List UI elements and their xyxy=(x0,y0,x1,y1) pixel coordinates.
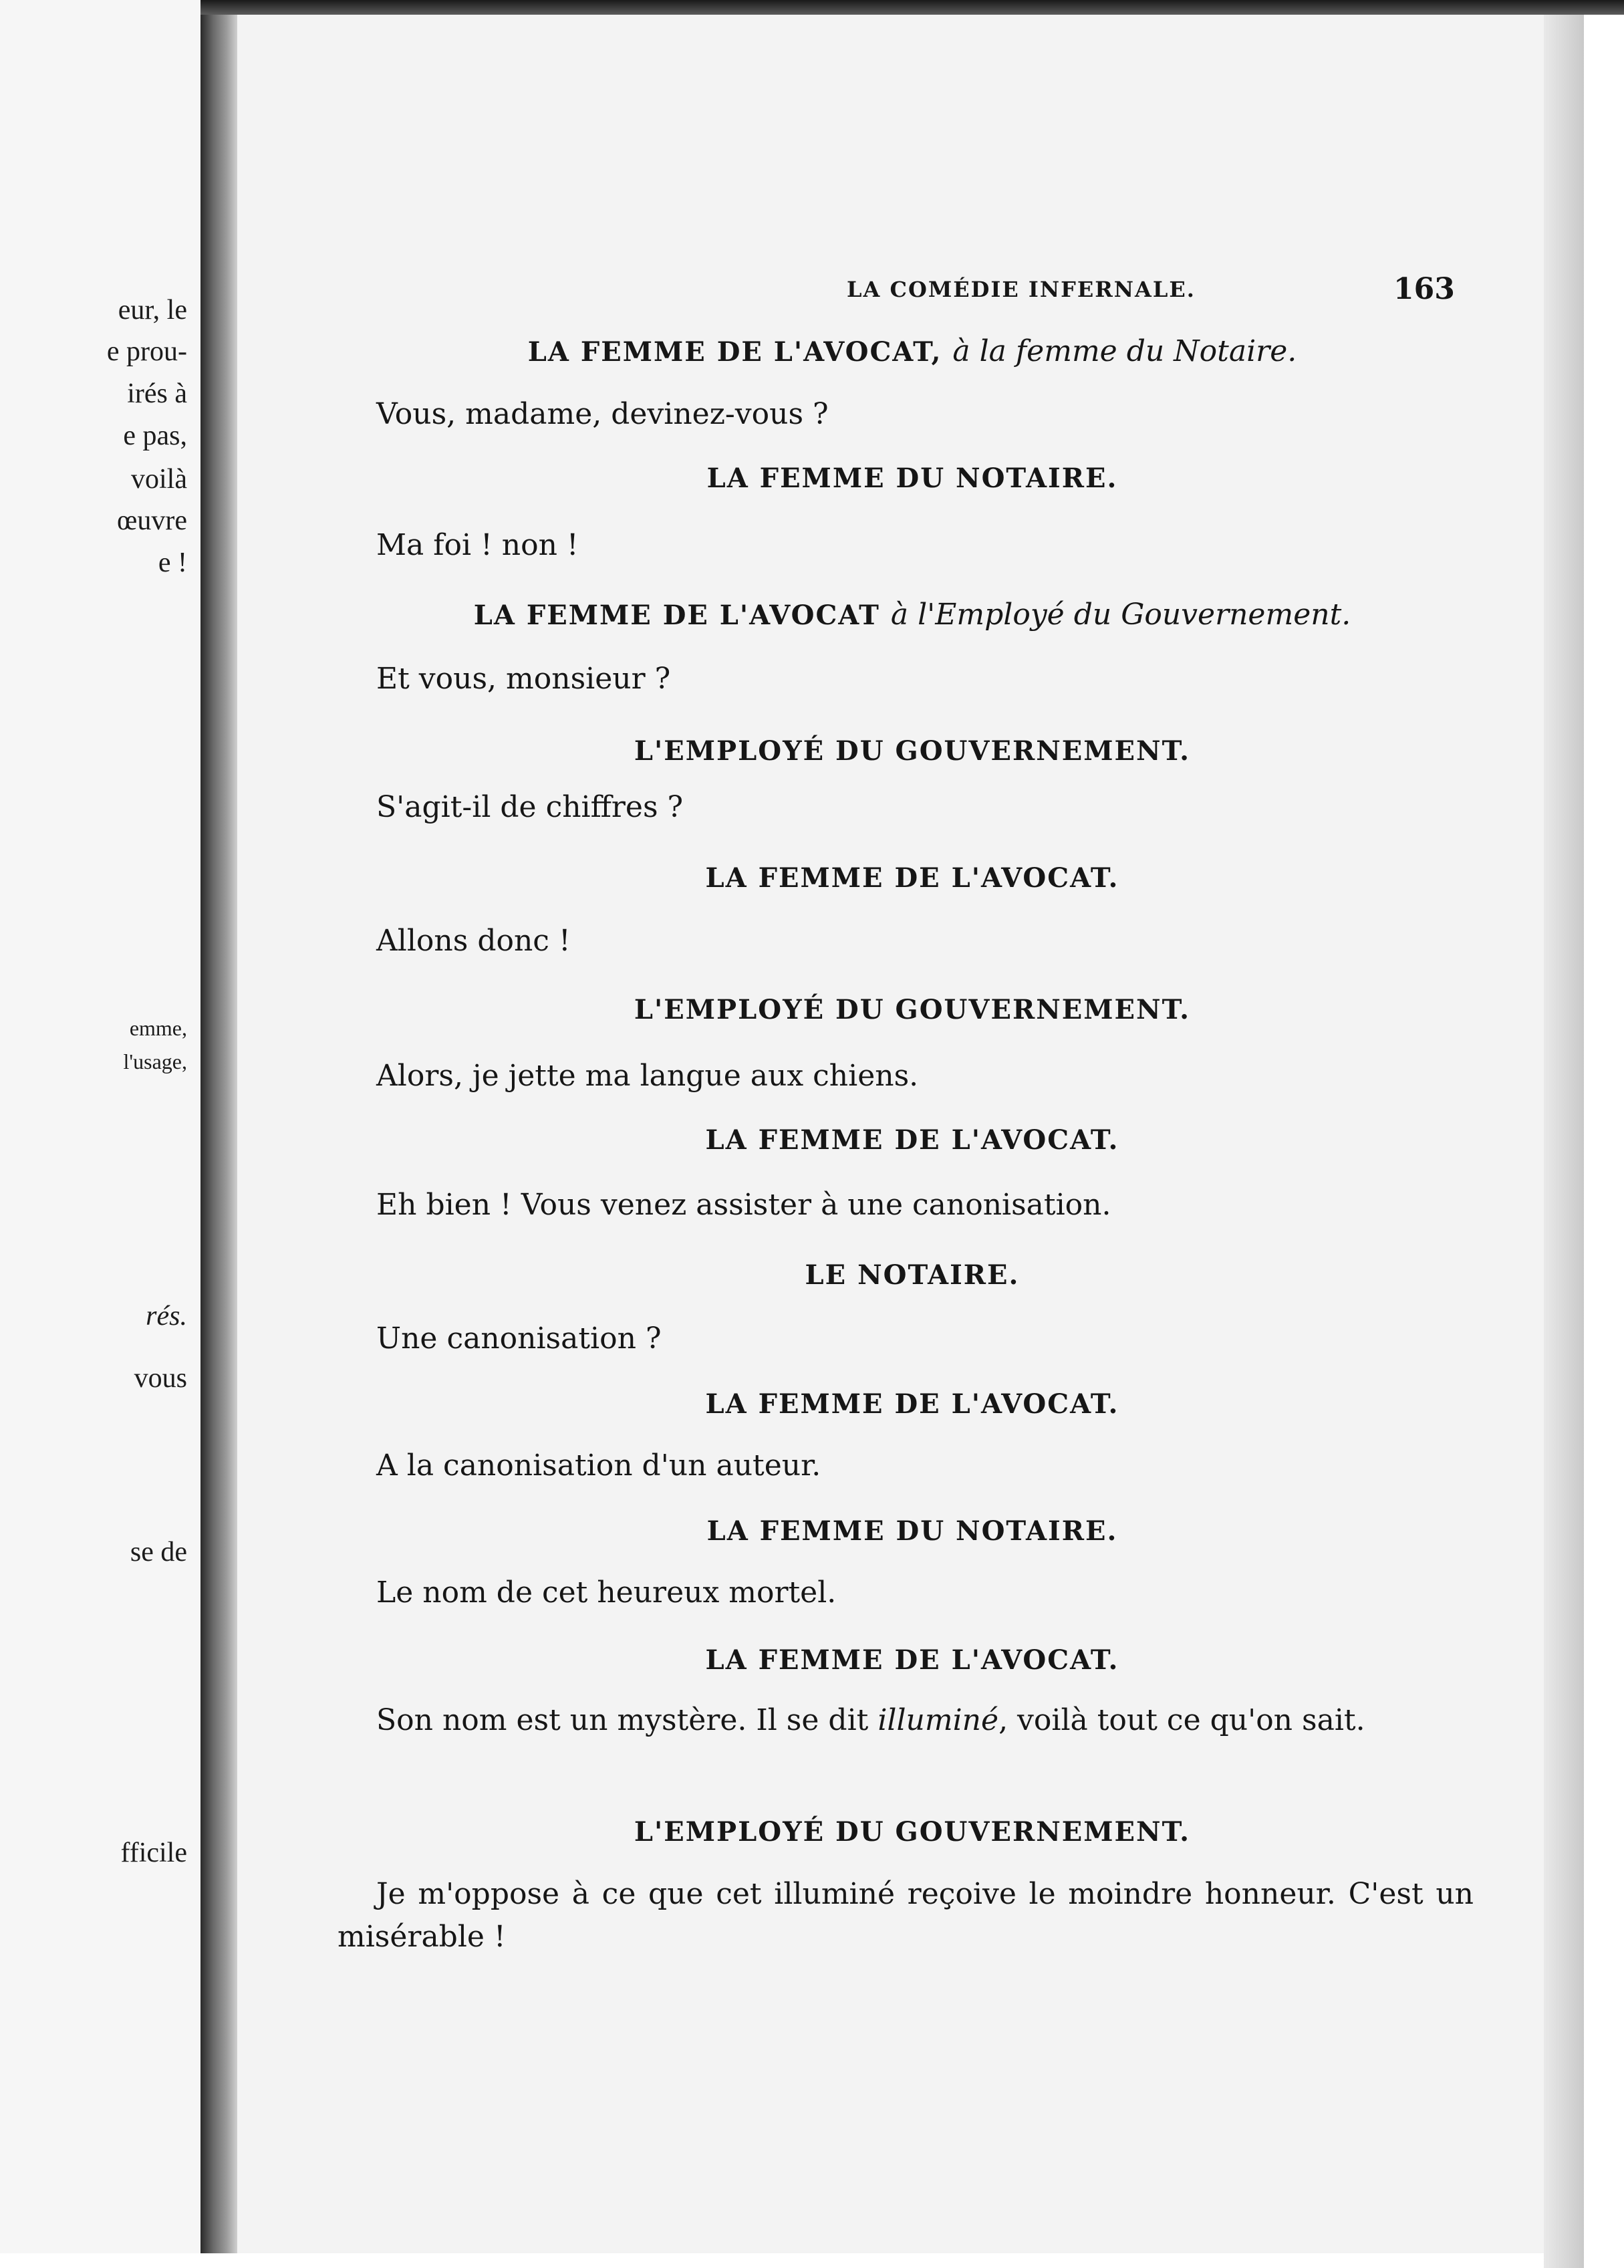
speaker-heading: L'EMPLOYÉ DU GOUVERNEMENT. xyxy=(634,735,1191,767)
speaker-heading: L'EMPLOYÉ DU GOUVERNEMENT. xyxy=(634,1816,1191,1848)
left-text-fragment: l'usage, xyxy=(123,1049,187,1074)
scan-top-edge xyxy=(200,0,1624,15)
left-text-fragment: emme, xyxy=(129,1016,187,1040)
left-page-fragment xyxy=(0,0,200,2253)
speaker-heading: LA FEMME DU NOTAIRE. xyxy=(706,1515,1118,1547)
left-text-fragment: e pas, xyxy=(123,420,187,451)
dialogue-line: Alors, je jette ma langue aux chiens. xyxy=(376,1059,919,1093)
left-text-fragment: vous xyxy=(134,1363,187,1394)
stage-direction: à l'Employé du Gouvernement. xyxy=(890,598,1351,632)
stage-direction: à la femme du Notaire. xyxy=(952,334,1297,368)
left-text-fragment: fficile xyxy=(120,1838,187,1868)
dialogue-line: Le nom de cet heureux mortel. xyxy=(376,1576,837,1610)
page-number: 163 xyxy=(1393,272,1455,306)
speaker-heading: L'EMPLOYÉ DU GOUVERNEMENT. xyxy=(634,994,1191,1025)
left-text-fragment: se de xyxy=(130,1537,187,1567)
speaker-heading xyxy=(428,334,1397,368)
speaker-name: LA FEMME DE L'AVOCAT, xyxy=(527,336,942,368)
dialogue-line: A la canonisation d'un auteur. xyxy=(376,1448,821,1483)
left-text-fragment: voilà xyxy=(131,464,187,495)
left-text-fragment: œuvre xyxy=(117,505,187,536)
paragraph-text: , voilà tout ce qu'on sait. xyxy=(998,1703,1365,1737)
dialogue-line: Allons donc ! xyxy=(376,924,571,958)
dialogue-line: Ma foi ! non ! xyxy=(376,528,579,562)
book-gutter xyxy=(200,0,237,2253)
dialogue-line: Une canonisation ? xyxy=(376,1321,662,1356)
speaker-heading: LA FEMME DE L'AVOCAT. xyxy=(705,1124,1119,1156)
left-text-fragment: e prou- xyxy=(106,336,187,367)
speaker-heading: LA FEMME DE L'AVOCAT. xyxy=(705,862,1119,894)
speaker-heading: LA FEMME DU NOTAIRE. xyxy=(706,463,1118,494)
left-text-fragment: e ! xyxy=(158,547,187,578)
left-text-fragment: rés. xyxy=(146,1301,187,1332)
book-page xyxy=(237,15,1584,2253)
speaker-heading xyxy=(374,598,1450,632)
dialogue-paragraph xyxy=(337,1699,1474,1742)
left-text-fragment: eur, le xyxy=(118,295,187,326)
dialogue-line: Vous, madame, devinez-vous ? xyxy=(376,397,829,431)
speaker-heading: LE NOTAIRE. xyxy=(805,1259,1020,1291)
speaker-heading: LA FEMME DE L'AVOCAT. xyxy=(705,1388,1119,1420)
dialogue-paragraph: Je m'oppose à ce que cet illuminé reçoive le moindre honneur. C'est un misérable ! xyxy=(337,1877,1474,1954)
running-head: LA COMÉDIE INFERNALE. xyxy=(847,277,1196,302)
left-text-fragment: irés à xyxy=(127,378,187,409)
dialogue-line: Et vous, monsieur ? xyxy=(376,662,671,696)
speaker-name: LA FEMME DE L'AVOCAT xyxy=(473,600,880,631)
dialogue-line: S'agit-il de chiffres ? xyxy=(376,790,684,824)
page-edge xyxy=(1544,15,1584,2268)
dialogue-line: Eh bien ! Vous venez assister à une canonisation. xyxy=(376,1188,1111,1222)
paragraph-text: Son nom est un mystère. Il se dit xyxy=(376,1703,878,1737)
paragraph-italic: illuminé xyxy=(877,1703,999,1737)
speaker-heading: LA FEMME DE L'AVOCAT. xyxy=(705,1644,1119,1676)
